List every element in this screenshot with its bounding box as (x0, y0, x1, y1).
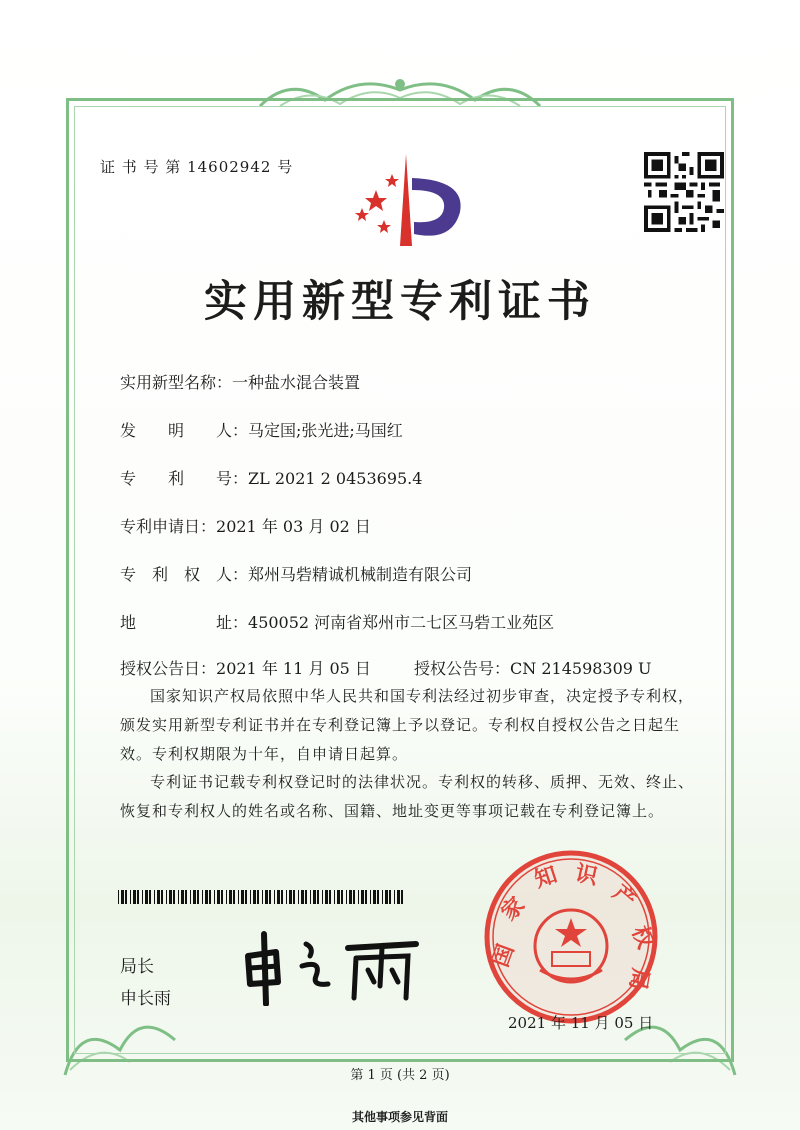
barcode-bar (154, 890, 155, 904)
barcode-bar (118, 890, 119, 904)
barcode-bar (142, 890, 143, 904)
grant-number-row (414, 656, 652, 679)
barcode-bar (329, 890, 331, 904)
barcode-bar (169, 890, 172, 904)
barcode-bar (250, 890, 251, 904)
barcode-bar (313, 890, 316, 904)
barcode-bar (149, 890, 151, 904)
barcode-bar (281, 890, 283, 904)
barcode-bar (289, 890, 292, 904)
barcode-bar (365, 890, 367, 904)
barcode (118, 890, 406, 904)
barcode-bar (370, 890, 371, 904)
barcode-bar (209, 890, 211, 904)
barcode-bar (173, 890, 175, 904)
patent-office-logo (348, 150, 466, 250)
barcode-bar (178, 890, 179, 904)
barcode-bar (361, 890, 364, 904)
barcode-bar (181, 890, 184, 904)
inventor-row (120, 418, 403, 441)
barcode-bar (358, 890, 359, 904)
barcode-bar (286, 890, 287, 904)
barcode-bar (205, 890, 208, 904)
barcode-bar (301, 890, 304, 904)
barcode-bar (269, 890, 271, 904)
barcode-bar (217, 890, 220, 904)
barcode-bar (317, 890, 319, 904)
patent-number-value: ZL 2021 2 0453695.4 (248, 469, 423, 488)
barcode-bar (257, 890, 259, 904)
barcode-bar (145, 890, 148, 904)
director-name: 申长雨 (120, 989, 171, 1009)
patentee-row (120, 562, 472, 585)
utility-model-name-value: 一种盐水混合装置 (232, 373, 361, 392)
body-paragraph-1: 国家知识产权局依照中华人民共和国专利法经过初步审查，决定授予专利权，颁发实用新型专利证书并在专利登记簿上予以登记。专利权自授权公告之日起生效。专利权期限为十年，自申请日起算。 (120, 687, 695, 763)
filing-date-value: 2021 年 03 月 02 日 (216, 517, 371, 536)
svg-text:国: 国 (488, 941, 520, 971)
barcode-bar (385, 890, 388, 904)
barcode-bar (214, 890, 215, 904)
patent-number-row (120, 466, 422, 489)
barcode-bar (382, 890, 383, 904)
barcode-bar (137, 890, 139, 904)
barcode-bar (125, 890, 127, 904)
barcode-bar (389, 890, 391, 904)
barcode-bar (334, 890, 335, 904)
inventor-label: 发 明 人： (120, 421, 249, 440)
barcode-bar (202, 890, 203, 904)
svg-text:识: 识 (572, 861, 600, 891)
barcode-bar (305, 890, 307, 904)
grant-number-label: 授权公告号： (414, 659, 511, 678)
address-label: 地 址： (120, 613, 249, 632)
barcode-bar (349, 890, 352, 904)
barcode-bar (397, 890, 400, 904)
svg-text:局: 局 (624, 966, 653, 993)
patentee-value: 郑州马砦精诚机械制造有限公司 (248, 565, 473, 584)
director-title: 局长 (120, 957, 154, 977)
barcode-bar (274, 890, 275, 904)
barcode-bar (262, 890, 263, 904)
patentee-label: 专 利 权 人： (120, 565, 249, 584)
barcode-bar (394, 890, 395, 904)
page-number: 第 1 页 (共 2 页) (350, 1068, 450, 1083)
barcode-bar (226, 890, 227, 904)
barcode-bar (277, 890, 280, 904)
filing-date-label: 专利申请日： (120, 517, 217, 536)
qr-code (644, 152, 724, 232)
barcode-bar (241, 890, 244, 904)
barcode-bar (353, 890, 355, 904)
barcode-bar (130, 890, 131, 904)
barcode-bar (190, 890, 191, 904)
barcode-bar (377, 890, 379, 904)
barcode-bar (233, 890, 235, 904)
barcode-bar (346, 890, 347, 904)
barcode-bar (310, 890, 311, 904)
barcode-bar (293, 890, 295, 904)
barcode-bar (325, 890, 328, 904)
official-seal (482, 848, 660, 1026)
handwritten-signature (236, 926, 426, 1006)
barcode-bar (229, 890, 232, 904)
barcode-bar (265, 890, 268, 904)
barcode-bar (238, 890, 239, 904)
barcode-bar (373, 890, 376, 904)
barcode-bar (193, 890, 196, 904)
barcode-bar (253, 890, 256, 904)
grant-date-value: 2021 年 11 月 05 日 (216, 659, 371, 678)
svg-text:权: 权 (626, 922, 658, 953)
grant-date-label: 授权公告日： (120, 659, 217, 678)
barcode-bar (298, 890, 299, 904)
barcode-bar (121, 890, 124, 904)
certificate-title: 实用新型专利证书 (204, 277, 596, 327)
filing-date-row (120, 514, 371, 537)
inventor-value: 马定国;张光进;马国红 (248, 421, 403, 440)
barcode-bar (161, 890, 163, 904)
grant-date-row (120, 656, 371, 679)
barcode-bar (337, 890, 340, 904)
utility-model-name-row (120, 370, 360, 393)
body-paragraph-2: 专利证书记载专利权登记时的法律状况。专利权的转移、质押、无效、终止、恢复和专利权人的姓名或名称、国籍、地址变更等事项记载在专利登记簿上。 (120, 773, 695, 820)
barcode-bar (133, 890, 136, 904)
barcode-bar (197, 890, 199, 904)
see-back-note: 其他事项参见背面 (351, 1110, 448, 1124)
barcode-bar (245, 890, 247, 904)
address-value: 450052 河南省郑州市二七区马砦工业苑区 (248, 613, 555, 632)
address-row (120, 610, 554, 633)
barcode-bar (221, 890, 223, 904)
utility-model-name-label: 实用新型名称： (120, 373, 233, 392)
barcode-bar (157, 890, 160, 904)
svg-text:知: 知 (531, 862, 561, 894)
barcode-bar (166, 890, 167, 904)
barcode-bar (401, 890, 403, 904)
patent-number-label: 专 利 号： (120, 469, 249, 488)
seal-date: 2021 年 11 月 05 日 (508, 1014, 654, 1032)
svg-text:家: 家 (496, 892, 531, 927)
barcode-bar (185, 890, 187, 904)
svg-text:产: 产 (607, 880, 641, 914)
grant-number-value: CN 214598309 U (510, 659, 652, 678)
barcode-bar (341, 890, 343, 904)
certificate-number: 证 书 号 第 14602942 号 (100, 158, 294, 176)
barcode-bar (322, 890, 323, 904)
